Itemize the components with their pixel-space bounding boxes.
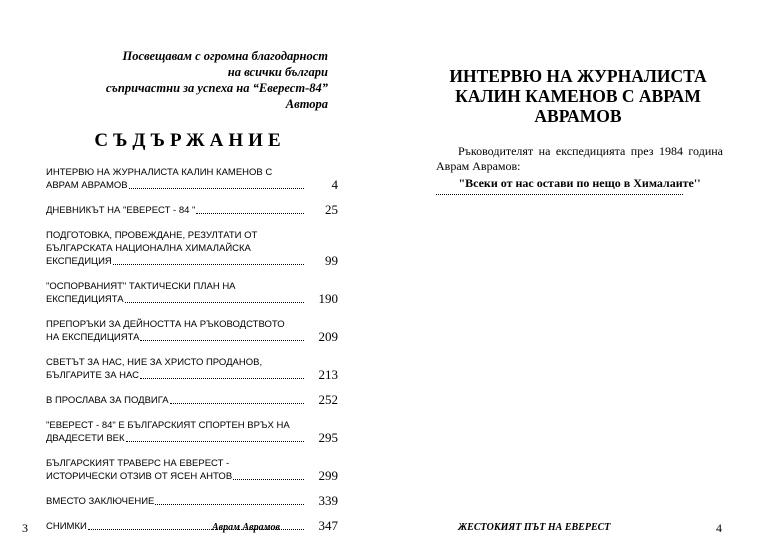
dedication-line: на всички българи (227, 65, 328, 79)
toc-entry-line (46, 369, 306, 382)
toc-entry (46, 520, 338, 533)
right-page (380, 0, 760, 550)
dedication-signature: Автора (285, 97, 328, 111)
toc-entry-text: СНИМКИ (46, 521, 87, 532)
dotted-rule (436, 193, 683, 195)
interview-title (428, 66, 728, 126)
toc-page-number: 213 (318, 367, 338, 382)
footer-author: Аврам Аврамов (212, 522, 280, 533)
interview-intro (436, 144, 723, 174)
interview-quote: "Всеки от нас остави по нещо в Хималаите'' (458, 176, 701, 190)
intro-paragraph: Ръководителят на експедицията през 1984 година Аврам Аврамов: (436, 144, 723, 173)
toc-leader-dots (233, 478, 304, 480)
toc-page-number: 295 (318, 430, 338, 445)
toc-entry (46, 419, 338, 445)
toc-entry-line (46, 394, 306, 407)
title-line: КАЛИН КАМЕНОВ С АВРАМ (455, 86, 701, 106)
toc-entry-line (46, 331, 306, 344)
toc-page-number: 252 (318, 392, 338, 407)
toc-entry-line: БЪЛГАРСКАТА НАЦИОНАЛНА ХИМАЛАЙСКА (46, 243, 251, 254)
footer-book-title: ЖЕСТОКИЯТ ПЪТ НА ЕВЕРЕСТ (458, 522, 611, 533)
toc-entry (46, 318, 338, 344)
toc-entry (46, 495, 338, 508)
toc-page-number: 347 (318, 518, 338, 533)
toc-entry-line (46, 179, 306, 192)
toc-page-number: 4 (331, 177, 338, 192)
toc-entry (46, 457, 338, 483)
dedication (28, 48, 328, 112)
toc-entry-line: БЪЛГАРСКИЯТ ТРАВЕРС НА ЕВЕРЕСТ - (46, 458, 230, 469)
toc-entry-text: ДВАДЕСЕТИ ВЕК (46, 433, 125, 444)
dedication-line: съпричастни за успеха на “Еверест-84” (105, 81, 328, 95)
toc-page-number: 299 (318, 468, 338, 483)
toc-entry-text: ДНЕВНИКЪТ НА "ЕВЕРЕСТ - 84 " (46, 205, 196, 216)
toc-entry (46, 204, 338, 217)
page-number-left: 3 (22, 521, 28, 535)
toc-entry-text: ВМЕСТО ЗАКЛЮЧЕНИЕ (46, 496, 155, 507)
toc-entry-line (46, 204, 306, 217)
dedication-line: Посвещавам с огромна благодарност (122, 49, 328, 63)
toc-entry-line (46, 432, 306, 445)
toc-leader-dots (126, 440, 304, 442)
toc-entry-text: АВРАМ АВРАМОВ (46, 180, 128, 191)
toc-leader-dots (140, 339, 304, 341)
page-number-right: 4 (716, 521, 722, 535)
toc-entry-line: "ЕВЕРЕСТ - 84" Е БЪЛГАРСКИЯТ СПОРТЕН ВРЪХ НА (46, 420, 290, 431)
toc-leader-dots (113, 263, 304, 265)
title-line: ИНТЕРВЮ НА ЖУРНАЛИСТА (449, 66, 707, 86)
toc-page-number: 25 (325, 202, 338, 217)
toc-entry-line: ИНТЕРВЮ НА ЖУРНАЛИСТА КАЛИН КАМЕНОВ С (46, 167, 273, 178)
toc-leader-dots (125, 301, 304, 303)
toc-page-number: 209 (318, 329, 338, 344)
toc-entry-text: БЪЛГАРИТЕ ЗА НАС (46, 370, 140, 381)
toc-entry-line (46, 495, 306, 508)
toc-entry-line: "ОСПОРВАНИЯТ" ТАКТИЧЕСКИ ПЛАН НА (46, 281, 236, 292)
toc-entry-line (46, 470, 306, 483)
toc-entry-text: ЕКСПЕДИЦИЯ (46, 256, 112, 267)
toc-leader-dots (196, 212, 304, 214)
toc-page-number: 339 (318, 493, 338, 508)
toc-entry-line (46, 293, 306, 306)
toc-leader-dots (155, 503, 304, 505)
title-line: АВРАМОВ (534, 106, 622, 126)
toc-leader-dots (129, 187, 304, 189)
toc-entry-text: ИСТОРИЧЕСКИ ОТЗИВ ОТ ЯСЕН АНТОВ (46, 471, 233, 482)
toc-entry-text: НА ЕКСПЕДИЦИЯТА (46, 332, 140, 343)
toc-leader-dots (170, 402, 304, 404)
toc-page-number: 99 (325, 253, 338, 268)
toc-leader-dots (140, 377, 304, 379)
toc-entry-text: В ПРОСЛАВА ЗА ПОДВИГА (46, 395, 169, 406)
toc-entry-line: СВЕТЪТ ЗА НАС, НИЕ ЗА ХРИСТО ПРОДАНОВ, (46, 357, 263, 368)
toc-entry-line (46, 255, 306, 268)
table-of-contents (46, 166, 338, 545)
toc-entry-text: ЕКСПЕДИЦИЯТА (46, 294, 124, 305)
toc-entry-line: ПОДГОТОВКА, ПРОВЕЖДАНЕ, РЕЗУЛТАТИ ОТ (46, 230, 258, 241)
toc-entry (46, 229, 338, 268)
toc-entry (46, 356, 338, 382)
toc-entry (46, 166, 338, 192)
toc-page-number: 190 (318, 291, 338, 306)
toc-entry (46, 280, 338, 306)
toc-heading: СЪДЪРЖАНИЕ (94, 130, 286, 151)
toc-entry (46, 394, 338, 407)
toc-entry-line: ПРЕПОРЪКИ ЗА ДЕЙНОСТТА НА РЪКОВОДСТВОТО (46, 319, 285, 330)
